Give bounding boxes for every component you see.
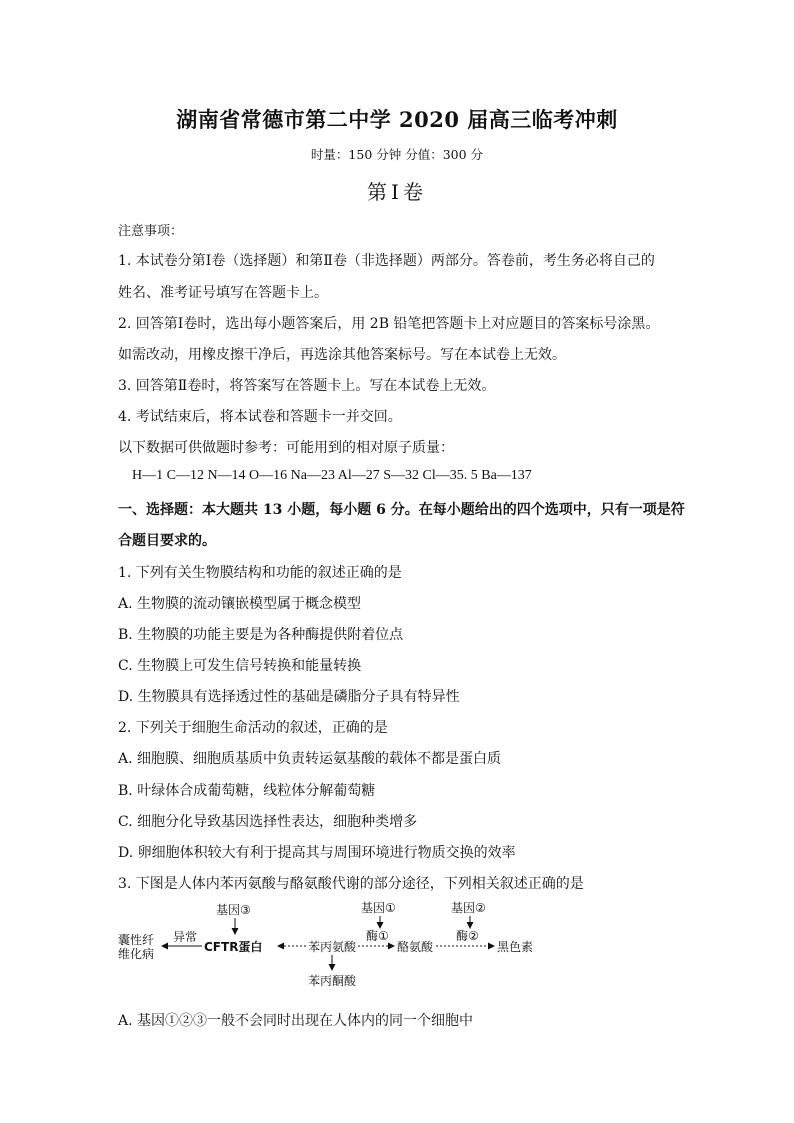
option-2d: D. 卵细胞体积较大有利于提高其与周围环境进行物质交换的效率 xyxy=(118,845,516,861)
exam-title: 湖南省常德市第二中学 2020 届高三临考冲刺 xyxy=(176,107,618,132)
option-1c: C. 生物膜上可发生信号转换和能量转换 xyxy=(118,658,362,674)
enzyme-2-label: 酶② xyxy=(456,929,479,943)
option-1a: A. 生物膜的流动镶嵌模型属于概念模型 xyxy=(118,596,362,612)
option-2c: C. 细胞分化导致基因选择性表达，细胞种类增多 xyxy=(118,814,418,830)
question-stem-1: 1. 下列有关生物膜结构和功能的叙述正确的是 xyxy=(118,565,402,581)
note-line: 姓名、准考证号填写在答题卡上。 xyxy=(118,285,328,301)
note-line: 如需改动，用橡皮擦干净后，再选涂其他答案标号。写在本试卷上无效。 xyxy=(118,347,566,363)
note-line: 4. 考试结束后，将本试卷和答题卡一并交回。 xyxy=(118,409,402,425)
notes-heading: 注意事项： xyxy=(118,224,184,239)
section-heading-cont: 合题目要求的。 xyxy=(118,533,216,549)
note-line: 以下数据可供做题时参考：可能用到的相对原子质量： xyxy=(118,440,454,456)
option-2a: A. 细胞膜、细胞质基质中负责转运氨基酸的载体不都是蛋白质 xyxy=(118,751,502,767)
option-2b: B. 叶绿体合成葡萄糖，线粒体分解葡萄糖 xyxy=(118,783,376,799)
gene-1-label: 基因① xyxy=(361,901,396,915)
abnormal-label: 异常 xyxy=(173,930,198,944)
enzyme-1-label: 酶① xyxy=(366,929,389,943)
cftr-label: CFTR蛋白 xyxy=(204,940,263,954)
option-1b: B. 生物膜的功能主要是为各种酶提供附着位点 xyxy=(118,627,404,643)
note-line: 1. 本试卷分第Ⅰ卷（选择题）和第Ⅱ卷（非选择题）两部分。答卷前，考生务必将自己的 xyxy=(118,253,655,269)
question-stem-2: 2. 下列关于细胞生命活动的叙述，正确的是 xyxy=(118,720,388,736)
metabolic-pathway-diagram xyxy=(118,900,558,1000)
atomic-masses: H—1 C—12 N—14 O—16 Na—23 Al—27 S—32 Cl—35. 5 Ba—137 xyxy=(132,468,532,483)
section-heading: 一、选择题：本大题共 13 小题，每小题 6 分。在每小题给出的四个选项中，只有一项是符 xyxy=(118,502,685,518)
option-3a: A. 基因①②③一般不会同时出现在人体内的同一个细胞中 xyxy=(118,1013,474,1029)
melanin-label: 黑色素 xyxy=(497,940,534,954)
phe-label: 苯丙氨酸 xyxy=(308,940,357,954)
note-line: 2. 回答第Ⅰ卷时，选出每小题答案后，用 2B 铅笔把答题卡上对应题目的答案标号涂黑。 xyxy=(118,316,660,332)
part-heading: 第Ⅰ卷 xyxy=(367,180,427,204)
disease-label-cont: 维化病 xyxy=(118,947,155,961)
ppa-label: 苯丙酮酸 xyxy=(308,974,357,988)
tyr-label: 酪氨酸 xyxy=(397,940,434,954)
gene-2-label: 基因② xyxy=(451,901,486,915)
gene-3-label: 基因③ xyxy=(216,903,251,917)
question-stem-3: 3. 下图是人体内苯丙氨酸与酪氨酸代谢的部分途径，下列相关叙述正确的是 xyxy=(118,876,584,892)
exam-meta: 时量：150 分钟 分值：300 分 xyxy=(310,147,484,162)
note-line: 3. 回答第Ⅱ卷时，将答案写在答题卡上。写在本试卷上无效。 xyxy=(118,378,496,394)
disease-label: 囊性纤 xyxy=(118,933,155,947)
option-1d: D. 生物膜具有选择透过性的基础是磷脂分子具有特异性 xyxy=(118,689,460,705)
